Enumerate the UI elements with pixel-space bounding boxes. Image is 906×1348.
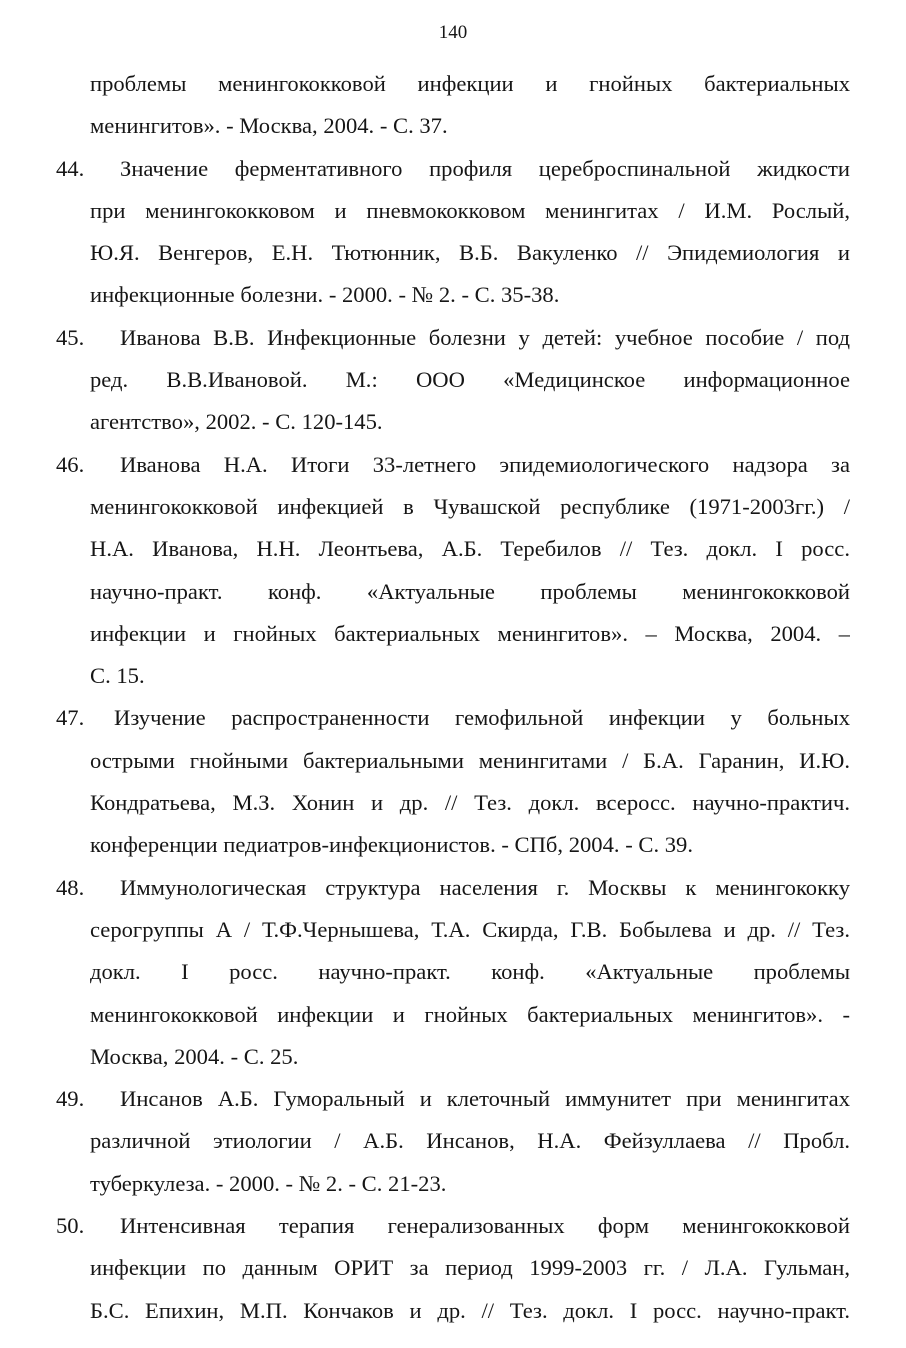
reference-number: 48. [56,874,85,900]
reference-number: 45. [56,324,85,350]
reference-text: Иванова Н.А. Итоги 33-летнего эпидемиологического надзора за [120,451,850,477]
reference-list [56,66,850,1335]
reference-entry-start [56,320,850,362]
reference-line [56,658,850,700]
reference-text: различной этиологии / А.Б. Инсанов, Н.А. Фейзуллаева // Пробл. [90,1128,850,1154]
reference-number: 50. [56,1213,85,1239]
reference-line [56,574,850,616]
reference-text: ред. В.В.Ивановой. М.: ООО «Медицинское информационное [90,367,850,393]
reference-line [56,1039,850,1081]
reference-entry-start [56,1208,850,1250]
reference-text: С. 15. [90,663,145,689]
reference-line [56,66,850,108]
reference-text: Иванова В.В. Инфекционные болезни у детей: учебное пособие / под [120,324,850,350]
reference-text: Ю.Я. Венгеров, Е.Н. Тютюнник, В.Б. Вакуленко // Эпидемиология и [90,240,850,266]
reference-text: серогруппы А / Т.Ф.Чернышева, Т.А. Скирда, Г.В. Бобылева и др. // Тез. [90,916,850,942]
reference-line [56,531,850,573]
reference-text: Иммунологическая структура населения г. Москвы к менингококку [120,874,850,900]
reference-line [56,1250,850,1292]
reference-text: агентство», 2002. - С. 120-145. [90,409,383,435]
reference-text: инфекции и гнойных бактериальных менингитов». – Москва, 2004. – [90,620,850,646]
reference-text: инфекции по данным ОРИТ за период 1999-2003 гг. / Л.А. Гульман, [90,1255,850,1281]
reference-text: докл. I росс. научно-практ. конф. «Актуальные проблемы [90,959,850,985]
reference-number: 46. [56,451,85,477]
reference-entry-start [56,447,850,489]
reference-line [56,489,850,531]
reference-text: Изучение распространенности гемофильной инфекции у больных [114,705,850,731]
reference-text: острыми гнойными бактериальными менингитами / Б.А. Гаранин, И.Ю. [90,747,850,773]
reference-line [56,235,850,277]
reference-line [56,362,850,404]
reference-text: Москва, 2004. - С. 25. [90,1043,299,1069]
reference-text: менингококковой инфекции и гнойных бактериальных менингитов». - [90,1001,850,1027]
reference-text: Инсанов А.Б. Гуморальный и клеточный иммунитет при менингитах [120,1086,850,1112]
reference-text: Н.А. Иванова, Н.Н. Леонтьева, А.Б. Теребилов // Тез. докл. I росс. [90,536,850,562]
reference-text: Интенсивная терапия генерализованных форм менингококковой [120,1213,850,1239]
reference-text: проблемы менингококковой инфекции и гнойных бактериальных [90,71,850,96]
reference-line [56,404,850,446]
reference-entry-start [56,700,850,742]
reference-text: при менингококковом и пневмококковом менингитах / И.М. Рослый, [90,197,850,223]
reference-number: 49. [56,1086,85,1112]
reference-entry-start [56,151,850,193]
reference-line [56,277,850,319]
reference-text: менингитов». - Москва, 2004. - С. 37. [90,113,448,139]
reference-text: туберкулеза. - 2000. - № 2. - С. 21-23. [90,1170,447,1196]
reference-line [56,108,850,150]
reference-text: менингококковой инфекцией в Чувашской республике (1971-2003гг.) / [90,493,850,519]
reference-number: 44. [56,155,85,181]
page-number: 140 [438,22,468,43]
reference-line [56,193,850,235]
reference-text: Значение ферментативного профиля цереброспинальной жидкости [120,155,850,181]
reference-line [56,827,850,869]
reference-line [56,954,850,996]
reference-text: Кондратьева, М.З. Хонин и др. // Тез. докл. всеросс. научно-практич. [90,790,850,816]
reference-line [56,743,850,785]
reference-entry-start [56,1081,850,1123]
reference-line [56,785,850,827]
reference-text: конференции педиатров-инфекционистов. - СПб, 2004. - С. 39. [90,832,693,858]
reference-text: инфекционные болезни. - 2000. - № 2. - С. 35-38. [90,282,560,308]
reference-entry-start [56,870,850,912]
reference-text: Б.С. Епихин, М.П. Кончаков и др. // Тез. докл. I росс. научно-практ. [90,1297,850,1323]
reference-line [56,1166,850,1208]
reference-text: научно-практ. конф. «Актуальные проблемы менингококковой [90,578,850,604]
reference-number: 47. [56,705,85,731]
reference-line [56,997,850,1039]
reference-line [56,616,850,658]
reference-line [56,1123,850,1165]
reference-line [56,912,850,954]
reference-line [56,1293,850,1335]
